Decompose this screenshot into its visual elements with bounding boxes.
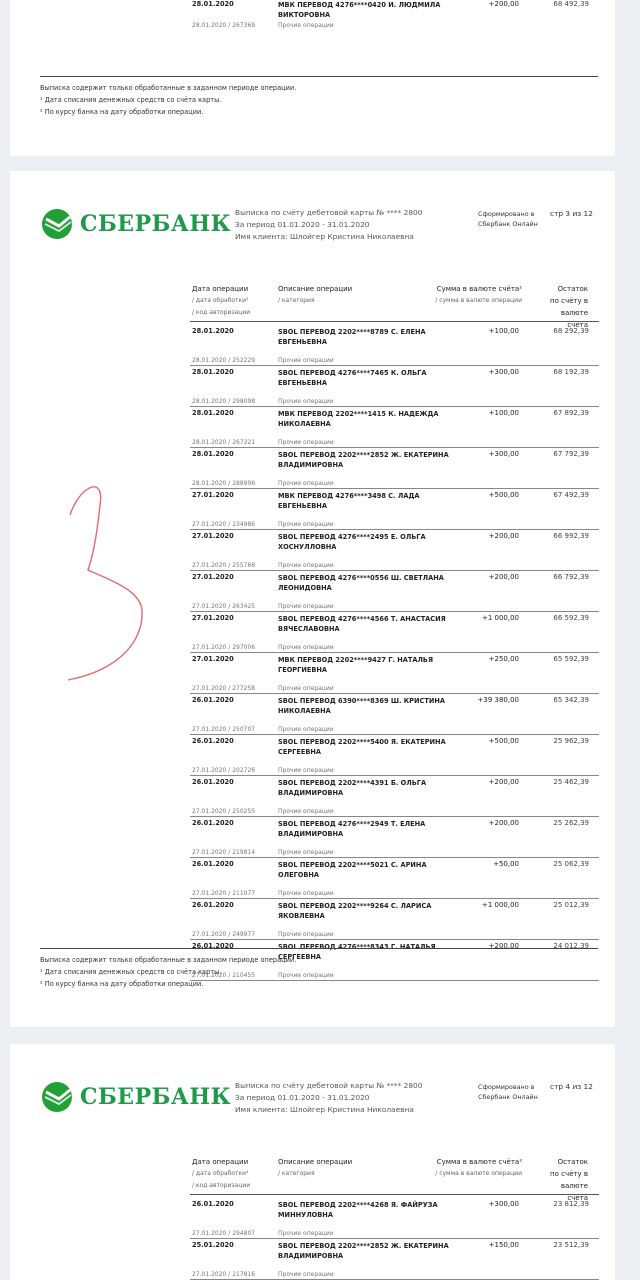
balance: 23 812,39 xyxy=(553,1200,589,1208)
table-row xyxy=(190,860,599,899)
balance: 66 992,39 xyxy=(553,532,589,540)
operation-description: SBOL ПЕРЕВОД 2202****5400 Я. ЕКАТЕРИНА СЕРГЕЕВНА xyxy=(278,738,446,756)
balance: 67 492,39 xyxy=(553,491,589,499)
amount: +1 000,00 xyxy=(481,614,519,622)
formed-line-1: Сформировано в xyxy=(478,1083,535,1091)
balance: 23 512,39 xyxy=(553,1241,589,1249)
operation-date: 26.01.2020 xyxy=(192,819,234,827)
balance: 25 262,39 xyxy=(553,819,589,827)
sberbank-logo xyxy=(40,207,231,241)
col-balance-label-1: Остаток xyxy=(557,285,588,293)
formed-line-1: Сформировано в xyxy=(478,210,535,218)
client-name: Имя клиента: Шлойгер Кристина Николаевна xyxy=(235,232,414,241)
amount: +200,00 xyxy=(488,778,519,786)
table-row xyxy=(190,1241,599,1280)
col-desc-header xyxy=(278,283,352,307)
footer-note-1: Выписка содержит только обработанные в заданном периоде операции. xyxy=(40,84,297,92)
table-row xyxy=(190,655,599,694)
row-divider xyxy=(190,365,599,366)
sberbank-logo xyxy=(40,1080,231,1114)
operation-date: 26.01.2020 xyxy=(192,901,234,909)
amount: +500,00 xyxy=(488,737,519,745)
footer-note-2: ¹ Дата списания денежных средств со счёта карты. xyxy=(40,96,222,104)
operation-category: Прочие операции xyxy=(278,480,334,487)
footer-note-1: Выписка содержит только обработанные в заданном периоде операции. xyxy=(40,956,297,964)
amount: +300,00 xyxy=(488,450,519,458)
balance: 25 062,39 xyxy=(553,860,589,868)
amount: +200,00 xyxy=(488,532,519,540)
operation-description: МВК ПЕРЕВОД 2202****1415 К. НАДЕЖДА НИКОЛАЕВНА xyxy=(278,410,439,428)
operation-description: SBOL ПЕРЕВОД 4276****4566 Т. АНАСТАСИЯ ВЯЧЕСЛАВОВНА xyxy=(278,615,446,633)
operation-date: 26.01.2020 xyxy=(192,778,234,786)
amount: +500,00 xyxy=(488,491,519,499)
operation-category: Прочие операции xyxy=(278,439,334,446)
processing-date-code: 28.01.2020 / 267369 xyxy=(192,22,256,29)
balance: 24 012,39 xyxy=(553,942,589,950)
col-balance-header xyxy=(538,1156,588,1204)
amount: +100,00 xyxy=(488,327,519,335)
amount: +250,00 xyxy=(488,655,519,663)
table-row xyxy=(190,450,599,489)
operation-category: Прочие операции xyxy=(278,767,334,774)
row-divider xyxy=(190,816,599,817)
operation-date: 26.01.2020 xyxy=(192,1200,234,1208)
balance: 65 342,39 xyxy=(553,696,589,704)
operation-date: 26.01.2020 xyxy=(192,737,234,745)
balance: 66 792,39 xyxy=(553,573,589,581)
operation-category: Прочие операции xyxy=(278,22,334,29)
processing-date-code: 27.01.2020 / 202726 xyxy=(192,767,256,774)
operation-date: 27.01.2020 xyxy=(192,491,234,499)
table-row xyxy=(190,696,599,735)
row-divider xyxy=(190,406,599,407)
col-amount-label: Сумма в валюте счёта² xyxy=(436,285,522,293)
processing-date-code: 27.01.2020 / 217816 xyxy=(192,1271,256,1278)
col-balance-label-2: по счёту в xyxy=(550,1170,588,1178)
operation-description: SBOL ПЕРЕВОД 4276****2949 Т. ЕЛЕНА ВЛАДИМИРОВНА xyxy=(278,820,426,838)
table-row xyxy=(190,778,599,817)
processing-date-code: 28.01.2020 / 298098 xyxy=(192,398,256,405)
row-divider xyxy=(190,529,599,530)
footer-note-3: ² По курсу банка на дату обработки операции. xyxy=(40,108,204,116)
header-divider xyxy=(190,1194,599,1195)
page-number: стр 4 из 12 xyxy=(550,1082,593,1091)
table-row xyxy=(190,532,599,571)
sberbank-logo-icon xyxy=(40,1080,74,1114)
table-row xyxy=(190,737,599,776)
operation-description: SBOL ПЕРЕВОД 4276****0556 Ш. СВЕТЛАНА ЛЕОНИДОВНА xyxy=(278,574,444,592)
processing-date-code: 27.01.2020 / 234986 xyxy=(192,521,256,528)
row-divider xyxy=(190,447,599,448)
operation-description: SBOL ПЕРЕВОД 2202****9264 С. ЛАРИСА ЯКОВЛЕВНА xyxy=(278,902,432,920)
table-row xyxy=(190,491,599,530)
balance: 67 792,39 xyxy=(553,450,589,458)
operation-date: 27.01.2020 xyxy=(192,573,234,581)
balance: 68 192,39 xyxy=(553,368,589,376)
statement-page-2 xyxy=(10,0,615,156)
processing-date-code: 27.01.2020 / 219814 xyxy=(192,849,256,856)
statement-info xyxy=(235,1080,422,1116)
processing-date-code: 27.01.2020 / 277258 xyxy=(192,685,256,692)
statement-title: Выписка по счёту дебетовой карты № **** 2800 xyxy=(235,208,423,217)
col-desc-sub: / категория xyxy=(278,297,315,304)
operation-description: МВК ПЕРЕВОД 2202****9427 Г. НАТАЛЬЯ ГЕОРГИЕВНА xyxy=(278,656,434,674)
header-divider xyxy=(190,321,599,322)
operation-description: SBOL ПЕРЕВОД 2202****2852 Ж. ЕКАТЕРИНА ВЛАДИМИРОВНА xyxy=(278,451,449,469)
table-row xyxy=(190,614,599,653)
col-desc-sub: / категория xyxy=(278,1170,315,1177)
processing-date-code: 27.01.2020 / 297006 xyxy=(192,644,256,651)
col-date-header xyxy=(192,1156,250,1192)
operation-date: 26.01.2020 xyxy=(192,860,234,868)
footer-notes xyxy=(40,954,296,990)
table-row xyxy=(190,368,599,407)
operation-date: 27.01.2020 xyxy=(192,655,234,663)
operation-category: Прочие операции xyxy=(278,1230,334,1237)
table-row xyxy=(190,819,599,858)
row-divider xyxy=(190,939,599,940)
statement-page-4 xyxy=(10,1044,615,1280)
amount: +150,00 xyxy=(488,1241,519,1249)
operation-date: 26.01.2020 xyxy=(192,942,234,950)
operation-date: 27.01.2020 xyxy=(192,614,234,622)
footer-note-3: ² По курсу банка на дату обработки операции. xyxy=(40,980,204,988)
processing-date-code: 28.01.2020 / 252229 xyxy=(192,357,256,364)
operation-category: Прочие операции xyxy=(278,521,334,528)
statement-period: За период 01.01.2020 - 31.01.2020 xyxy=(235,220,370,229)
processing-date-code: 27.01.2020 / 294807 xyxy=(192,1230,256,1237)
formed-line-2: Сбербанк Онлайн xyxy=(478,1093,538,1101)
balance: 68 292,39 xyxy=(553,327,589,335)
col-amount-header xyxy=(430,1156,522,1180)
col-date-label: Дата операции xyxy=(192,1158,249,1166)
balance: 67 892,39 xyxy=(553,409,589,417)
balance: 66 592,39 xyxy=(553,614,589,622)
amount: +1 000,00 xyxy=(481,901,519,909)
operation-description: SBOL ПЕРЕВОД 2202****4391 Б. ОЛЬГА ВЛАДИМИРОВНА xyxy=(278,779,427,797)
amount: +200,00 xyxy=(488,573,519,581)
row-divider xyxy=(190,857,599,858)
operation-description: SBOL ПЕРЕВОД 2202****2852 Ж. ЕКАТЕРИНА ВЛАДИМИРОВНА xyxy=(278,1242,449,1260)
operation-description: SBOL ПЕРЕВОД 4276****8343 Г. НАТАЛЬЯ СЕРГЕЕВНА xyxy=(278,943,436,961)
operation-category: Прочие операции xyxy=(278,931,334,938)
row-divider xyxy=(190,734,599,735)
processing-date-code: 27.01.2020 / 210455 xyxy=(192,972,256,979)
amount: +100,00 xyxy=(488,409,519,417)
balance: 25 962,39 xyxy=(553,737,589,745)
col-date-label: Дата операции xyxy=(192,285,249,293)
operation-category: Прочие операции xyxy=(278,603,334,610)
processing-date-code: 28.01.2020 / 288906 xyxy=(192,480,256,487)
handwritten-number-3 xyxy=(60,480,155,690)
table-row xyxy=(190,327,599,366)
col-balance-label-1: Остаток xyxy=(557,1158,588,1166)
operation-description: МВК ПЕРЕВОД 4276****3498 С. ЛАДА ЕВГЕНЬЕВНА xyxy=(278,492,420,510)
balance: 25 462,39 xyxy=(553,778,589,786)
table-row xyxy=(190,1200,599,1239)
col-balance-label-3: валюте счёта xyxy=(560,1182,588,1202)
operation-description: SBOL ПЕРЕВОД 2202****5021 С. АРИНА ОЛЕГОВНА xyxy=(278,861,427,879)
operation-category: Прочие операции xyxy=(278,644,334,651)
processing-date-code: 28.01.2020 / 267321 xyxy=(192,439,256,446)
row-divider xyxy=(190,488,599,489)
operation-description: SBOL ПЕРЕВОД 2202****8789 С. ЕЛЕНА ЕВГЕНЬЕВНА xyxy=(278,328,426,346)
processing-date-code: 27.01.2020 / 211077 xyxy=(192,890,256,897)
operation-category: Прочие операции xyxy=(278,726,334,733)
table-row xyxy=(190,901,599,940)
col-balance-label-2: по счёту в xyxy=(550,297,588,305)
sberbank-logo-icon xyxy=(40,207,74,241)
operation-date: 28.01.2020 xyxy=(192,0,234,8)
row-divider xyxy=(190,1238,599,1239)
col-date-sub1: / дата обработки¹ xyxy=(192,1170,249,1177)
operation-date: 28.01.2020 xyxy=(192,327,234,335)
row-divider xyxy=(190,775,599,776)
table-row xyxy=(190,409,599,448)
operation-category: Прочие операции xyxy=(278,808,334,815)
amount: +300,00 xyxy=(488,368,519,376)
operation-description: МВК ПЕРЕВОД 4276****0420 И. ЛЮДМИЛА ВИКТОРОВНА xyxy=(278,1,441,19)
col-date-sub2: / код авторизации xyxy=(192,309,251,316)
footer-notes xyxy=(40,82,296,118)
operation-date: 28.01.2020 xyxy=(192,450,234,458)
col-date-header xyxy=(192,283,250,319)
amount: +200,00 xyxy=(488,819,519,827)
operation-category: Прочие операции xyxy=(278,849,334,856)
processing-date-code: 27.01.2020 / 249977 xyxy=(192,931,256,938)
col-amount-label: Сумма в валюте счёта² xyxy=(436,1158,522,1166)
processing-date-code: 27.01.2020 / 263425 xyxy=(192,603,256,610)
statement-title: Выписка по счёту дебетовой карты № **** 2800 xyxy=(235,1081,423,1090)
processing-date-code: 27.01.2020 / 250707 xyxy=(192,726,256,733)
statement-period: За период 01.01.2020 - 31.01.2020 xyxy=(235,1093,370,1102)
operation-description: SBOL ПЕРЕВОД 2202****4268 Я. ФАЙРУЗА МИННУЛОВНА xyxy=(278,1201,438,1219)
footer-divider xyxy=(40,948,598,949)
balance: 25 012,39 xyxy=(553,901,589,909)
col-date-sub1: / дата обработки¹ xyxy=(192,297,249,304)
amount: +39 380,00 xyxy=(477,696,519,704)
amount: +50,00 xyxy=(493,860,519,868)
operation-description: SBOL ПЕРЕВОД 6390****8369 Ш. КРИСТИНА НИКОЛАЕВНА xyxy=(278,697,445,715)
footer-divider xyxy=(40,76,598,77)
operation-description: SBOL ПЕРЕВОД 4276****2495 Е. ОЛЬГА ХОСНУЛЛОВНА xyxy=(278,533,426,551)
operation-category: Прочие операции xyxy=(278,890,334,897)
page-number: стр 3 из 12 xyxy=(550,209,593,218)
statement-info xyxy=(235,207,422,243)
operation-category: Прочие операции xyxy=(278,357,334,364)
operation-date: 28.01.2020 xyxy=(192,409,234,417)
footer-note-2: ¹ Дата списания денежных средств со счёта карты. xyxy=(40,968,222,976)
row-divider xyxy=(190,570,599,571)
operation-date: 25.01.2020 xyxy=(192,1241,234,1249)
operation-category: Прочие операции xyxy=(278,398,334,405)
processing-date-code: 27.01.2020 / 250255 xyxy=(192,808,256,815)
col-desc-header xyxy=(278,1156,352,1180)
balance: 68 492,39 xyxy=(553,0,589,8)
amount: +300,00 xyxy=(488,1200,519,1208)
col-desc-label: Описание операции xyxy=(278,1158,353,1166)
col-amount-header xyxy=(430,283,522,307)
row-divider xyxy=(190,898,599,899)
row-divider xyxy=(190,693,599,694)
table-row xyxy=(190,573,599,612)
formed-note xyxy=(478,1082,538,1102)
logo-text: СБЕРБАНК xyxy=(80,1084,232,1110)
row-divider xyxy=(190,611,599,612)
amount: +200,00 xyxy=(488,0,519,8)
operation-date: 27.01.2020 xyxy=(192,532,234,540)
operation-date: 26.01.2020 xyxy=(192,696,234,704)
col-amount-sub: / сумма в валюте операции xyxy=(435,1170,522,1177)
formed-line-2: Сбербанк Онлайн xyxy=(478,220,538,228)
col-balance-label-3: валюте счёта xyxy=(560,309,588,329)
col-desc-label: Описание операции xyxy=(278,285,353,293)
balance: 65 592,39 xyxy=(553,655,589,663)
operation-date: 28.01.2020 xyxy=(192,368,234,376)
table-row xyxy=(190,0,599,36)
formed-note xyxy=(478,209,538,229)
row-divider xyxy=(190,652,599,653)
processing-date-code: 27.01.2020 / 255768 xyxy=(192,562,256,569)
col-amount-sub: / сумма в валюте операции xyxy=(435,297,522,304)
operation-category: Прочие операции xyxy=(278,685,334,692)
operation-category: Прочие операции xyxy=(278,562,334,569)
amount: +200,00 xyxy=(488,942,519,950)
client-name: Имя клиента: Шлойгер Кристина Николаевна xyxy=(235,1105,414,1114)
operation-category: Прочие операции xyxy=(278,1271,334,1278)
logo-text: СБЕРБАНК xyxy=(80,211,232,237)
col-balance-header xyxy=(538,283,588,331)
col-date-sub2: / код авторизации xyxy=(192,1182,251,1189)
operation-category: Прочие операции xyxy=(278,972,334,979)
operation-description: SBOL ПЕРЕВОД 4276****7465 К. ОЛЬГА ЕВГЕНЬЕВНА xyxy=(278,369,427,387)
